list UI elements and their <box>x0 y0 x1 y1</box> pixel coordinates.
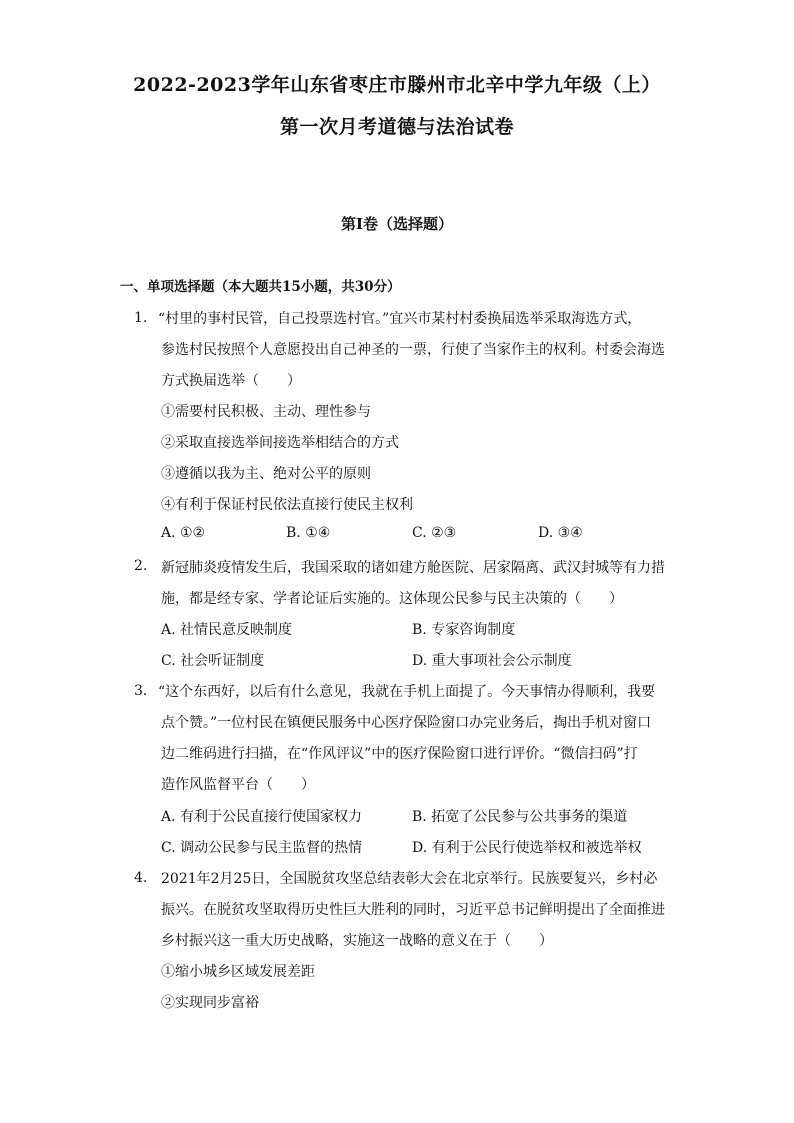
question-text-line: 新冠肺炎疫情发生后，我国采取的诸如建方舱医院、居家隔离、武汉封城等有力措 <box>161 560 665 576</box>
question-number: 2. <box>134 558 148 574</box>
answer-option: C. ②③ <box>412 525 457 541</box>
exam-title-line2: 第一次月考道德与法治试卷 <box>279 116 514 138</box>
question-text-line: 参选村民按照个人意愿投出自己神圣的一票，行使了当家作主的权利。村委会海选 <box>161 342 665 358</box>
question-text-line: “村里的事村民管，自己投票选村官。”宜兴市某村村委换届选举采取海选方式， <box>158 311 642 327</box>
statement-item: ②采取直接选举间接选举相结合的方式 <box>161 435 399 451</box>
question-text-line: 边二维码进行扫描，在“作风评议”中的医疗保险窗口进行评价。“微信扫码”打 <box>161 746 638 762</box>
answer-option: A. 社情民意反映制度 <box>161 622 293 638</box>
answer-option: D. 有利于公民行使选举权和被选举权 <box>412 840 642 856</box>
answer-option: B. 拓宽了公民参与公共事务的渠道 <box>412 809 628 825</box>
answer-option: A. 有利于公民直接行使国家权力 <box>161 809 363 825</box>
volume-heading: 第I卷（选择题） <box>340 215 454 233</box>
statement-item: ①缩小城乡区域发展差距 <box>161 964 315 980</box>
answer-option: C. 社会听证制度 <box>161 653 265 669</box>
statement-item: ①需要村民积极、主动、理性参与 <box>161 404 371 420</box>
question-text-line: 点个赞。”一位村民在镇便民服务中心医疗保险窗口办完业务后，掏出手机对窗口 <box>161 715 652 731</box>
question-number: 1. <box>134 310 148 326</box>
question-text-line: 造作风监督平台（ ） <box>161 777 315 793</box>
question-text-line: 乡村振兴这一重大历史战略，实施这一战略的意义在于（ ） <box>161 933 553 949</box>
question-number: 4. <box>134 870 148 886</box>
exam-title-line1: 2022-2023学年山东省枣庄市滕州市北辛中学九年级（上） <box>133 74 661 96</box>
answer-option: D. ③④ <box>538 525 583 541</box>
question-text-line: 方式换届选举（ ） <box>161 373 301 389</box>
question-text-line: 振兴。在脱贫攻坚取得历史性巨大胜利的同时，习近平总书记鲜明提出了全面推进 <box>161 902 665 918</box>
question-text-line: 施，都是经专家、学者论证后实施的。这体现公民参与民主决策的（ ） <box>161 591 623 607</box>
statement-item: ③遵循以我为主、绝对公平的原则 <box>161 466 371 482</box>
answer-option: B. 专家咨询制度 <box>412 622 516 638</box>
statement-item: ④有利于保证村民依法直接行使民主权利 <box>161 497 413 513</box>
statement-item: ②实现同步富裕 <box>161 995 259 1011</box>
question-text-line: “这个东西好，以后有什么意见，我就在手机上面提了。今天事情办得顺利，我要 <box>158 684 656 700</box>
question-number: 3. <box>134 683 148 699</box>
answer-option: C. 调动公民参与民主监督的热情 <box>161 840 363 856</box>
answer-option: A. ①② <box>161 525 206 541</box>
answer-option: B. ①④ <box>286 525 331 541</box>
section-heading: 一、单项选择题（本大题共15小题，共30分） <box>120 279 401 295</box>
answer-option: D. 重大事项社会公示制度 <box>412 653 572 669</box>
question-text-line: 2021年2月25日，全国脱贫攻坚总结表彰大会在北京举行。民族要复兴，乡村必 <box>161 871 658 887</box>
